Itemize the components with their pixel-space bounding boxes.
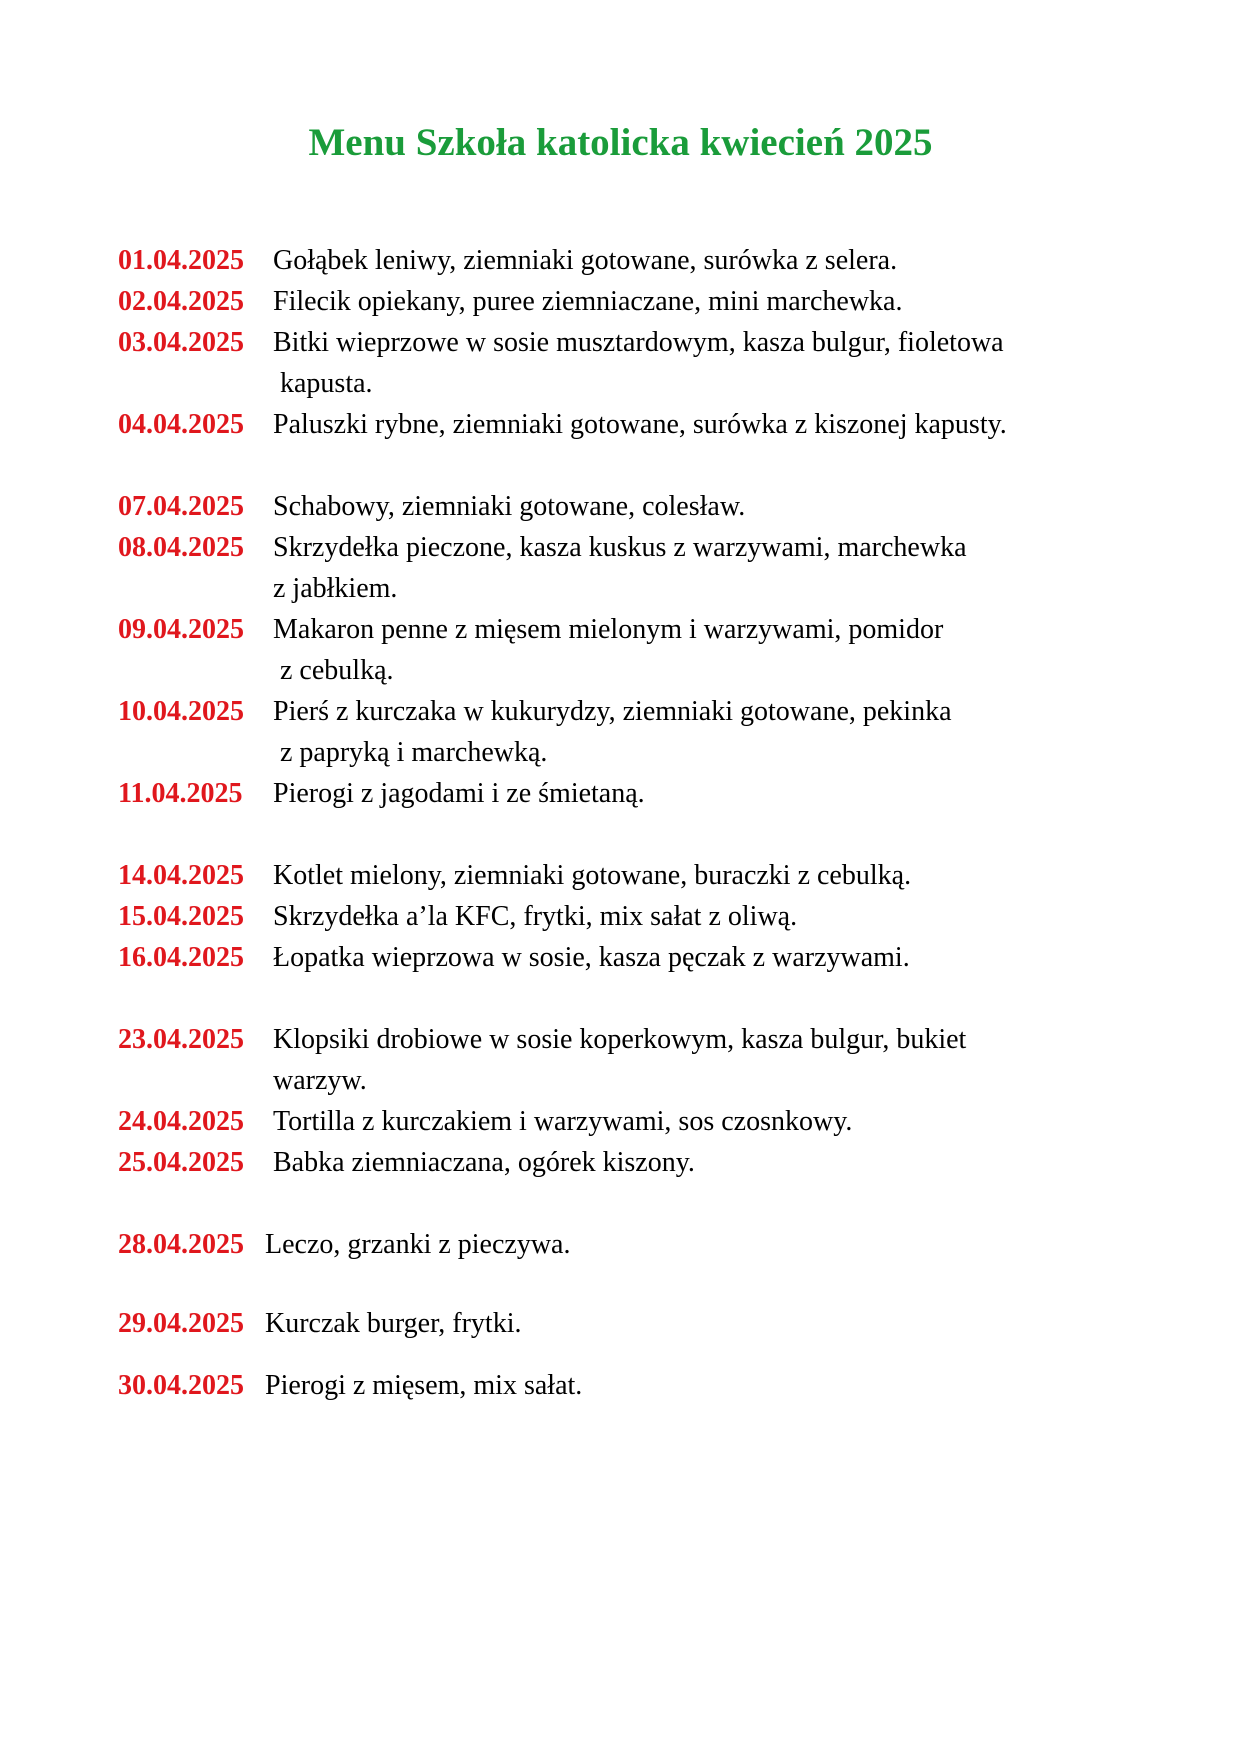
menu-date: 30.04.2025	[118, 1370, 244, 1401]
page-title: Menu Szkoła katolicka kwiecień 2025	[308, 121, 933, 164]
menu-dish: Paluszki rybne, ziemniaki gotowane, surówka z kiszonej kapusty.	[273, 409, 1007, 440]
menu-dish: Leczo, grzanki z pieczywa.	[265, 1229, 571, 1260]
menu-date: 24.04.2025	[118, 1106, 244, 1137]
menu-dish: Pierś z kurczaka w kukurydzy, ziemniaki gotowane, pekinka	[273, 696, 952, 727]
menu-dish: Kotlet mielony, ziemniaki gotowane, buraczki z cebulką.	[273, 860, 912, 891]
menu-date: 14.04.2025	[118, 860, 244, 891]
menu-dish-continuation: warzyw.	[273, 1065, 367, 1096]
menu-dish: Pierogi z jagodami i ze śmietaną.	[273, 778, 645, 809]
menu-date: 01.04.2025	[118, 245, 244, 276]
menu-dish: Łopatka wieprzowa w sosie, kasza pęczak z warzywami.	[273, 942, 910, 973]
menu-date: 15.04.2025	[118, 901, 244, 932]
menu-dish-continuation: z jabłkiem.	[273, 573, 398, 604]
menu-date: 11.04.2025	[118, 778, 243, 809]
menu-date: 03.04.2025	[118, 327, 244, 358]
menu-date: 09.04.2025	[118, 614, 244, 645]
menu-date: 08.04.2025	[118, 532, 244, 563]
menu-dish-continuation: z cebulką.	[280, 655, 394, 686]
menu-date: 07.04.2025	[118, 491, 244, 522]
menu-dish-continuation: z papryką i marchewką.	[280, 737, 548, 768]
menu-dish: Tortilla z kurczakiem i warzywami, sos czosnkowy.	[273, 1106, 853, 1137]
menu-dish: Klopsiki drobiowe w sosie koperkowym, kasza bulgur, bukiet	[273, 1024, 967, 1055]
menu-dish: Babka ziemniaczana, ogórek kiszony.	[273, 1147, 695, 1178]
menu-dish: Skrzydełka a’la KFC, frytki, mix sałat z oliwą.	[273, 901, 798, 932]
menu-dish: Gołąbek leniwy, ziemniaki gotowane, surówka z selera.	[273, 245, 898, 276]
menu-date: 25.04.2025	[118, 1147, 244, 1178]
menu-date: 16.04.2025	[118, 942, 244, 973]
menu-date: 23.04.2025	[118, 1024, 244, 1055]
menu-dish: Kurczak burger, frytki.	[265, 1308, 522, 1339]
menu-date: 02.04.2025	[118, 286, 244, 317]
menu-dish: Pierogi z mięsem, mix sałat.	[265, 1370, 583, 1401]
menu-date: 10.04.2025	[118, 696, 244, 727]
menu-date: 28.04.2025	[118, 1229, 244, 1260]
menu-dish: Makaron penne z mięsem mielonym i warzywami, pomidor	[273, 614, 944, 645]
menu-dish: Schabowy, ziemniaki gotowane, colesław.	[273, 491, 746, 522]
menu-dish: Filecik opiekany, puree ziemniaczane, mini marchewka.	[273, 286, 903, 317]
menu-dish: Bitki wieprzowe w sosie musztardowym, kasza bulgur, fioletowa	[273, 327, 1004, 358]
menu-date: 04.04.2025	[118, 409, 244, 440]
menu-dish-continuation: kapusta.	[280, 368, 373, 399]
menu-dish: Skrzydełka pieczone, kasza kuskus z warzywami, marchewka	[273, 532, 967, 563]
menu-date: 29.04.2025	[118, 1308, 244, 1339]
